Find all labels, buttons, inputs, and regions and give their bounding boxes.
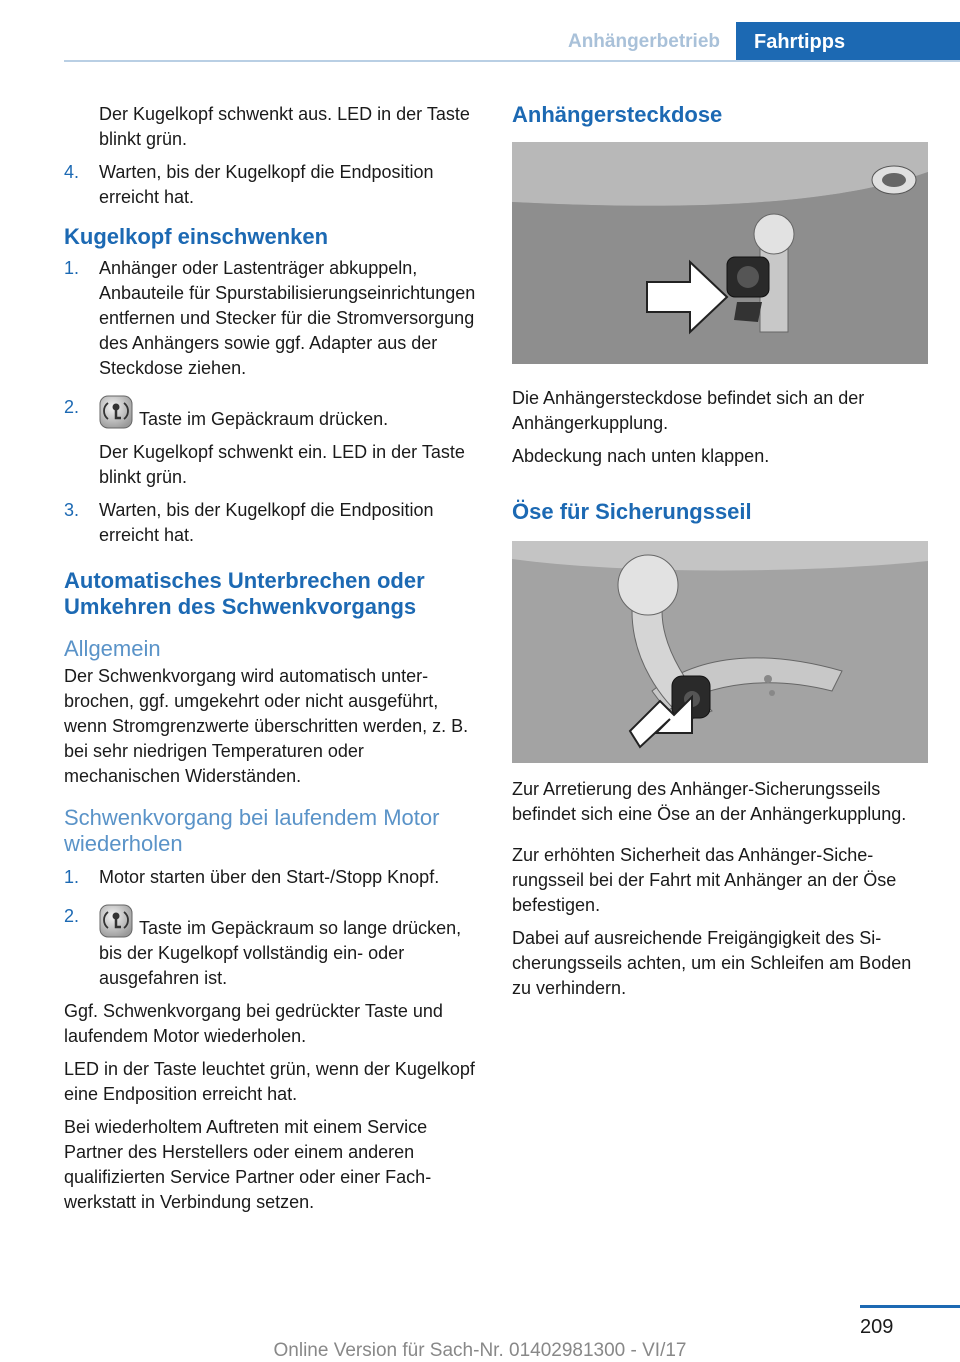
heading-anhaengersteckdose: Anhängersteckdose [512, 102, 723, 127]
list-item [64, 160, 476, 210]
paragraph: Zur Arretierung des Anhänger-Sicherungsseils befindet sich eine Öse an der Anhängerkupplung. [512, 779, 907, 824]
list-item [64, 498, 476, 548]
chapter-tab: Fahrtipps [736, 22, 960, 62]
step-number: 2. [64, 397, 80, 417]
header-rule [64, 60, 960, 62]
right-column [512, 102, 928, 1009]
list-item [64, 256, 476, 381]
step-text: Warten, bis der Kugelkopf die Endposition erreicht hat. [99, 162, 434, 207]
page-number: 209 [860, 1316, 894, 1338]
trailer-socket-illustration [512, 142, 928, 364]
list-item [64, 904, 476, 991]
step-number: 4. [64, 162, 80, 182]
step-text: Motor starten über den Start-/Stopp Knopf. [99, 867, 440, 887]
paragraph: Zur erhöhten Sicherheit das Anhänger-Sicherungsseil bei der Fahrt mit Anhänger an der Öse befestigen. [512, 845, 897, 915]
trailer-hitch-button-icon [99, 395, 133, 429]
paragraph: LED in der Taste leuchtet grün, wenn der Kugelkopf eine Endposition erreicht hat. [64, 1059, 475, 1104]
step-text: Taste im Gepäckraum so lange drücken, bis der Kugelkopf vollständig ein- oder ausgefahren ist. [99, 918, 462, 988]
paragraph: Abdeckung nach unten klappen. [512, 446, 770, 466]
step-text: Warten, bis der Kugelkopf die Endposition erreicht hat. [99, 500, 434, 545]
list-item [64, 395, 476, 490]
section-tab: Anhängerbetrieb [567, 31, 720, 52]
step-number: 2. [64, 906, 80, 926]
heading-wiederholen: Schwenkvorgang bei laufendem Motor wiederholen [64, 805, 440, 856]
paragraph: Die Anhängersteckdose befindet sich an der Anhängerkupplung. [512, 388, 865, 433]
left-column [64, 102, 476, 1223]
online-version-footer: Online Version für Sach-Nr. 01402981300 - VI/17 [273, 1340, 687, 1361]
page-header [0, 0, 960, 62]
paragraph: Dabei auf ausreichende Freigängigkeit des Sicherungsseils achten, um ein Schleifen am Boden zu verhindern. [512, 928, 912, 998]
step-number: 3. [64, 500, 80, 520]
paragraph: Bei wiederholtem Auftreten mit einem Service Partner des Herstellers oder einem anderen qualifizierten Service Partner oder einer Fachwerkstatt in Verbindung setzen. [64, 1117, 432, 1212]
trailer-hitch-button-icon [99, 904, 133, 938]
step-text: Anhänger oder Lastenträger abkuppeln, Anbauteile für Spurstabilisierungseinrichtungen entfernen und Stecker für die Stromversorgung des Anhängers sowie ggf. Adapter aus der Steckdose ziehen. [99, 258, 476, 378]
step-number: 1. [64, 867, 80, 887]
page-number-rule [860, 1305, 960, 1308]
paragraph: Der Schwenkvorgang wird automatisch unterbrochen, ggf. umgekehrt oder nicht ausgeführt, wenn Stromgrenzwerte überschritten werden, z. B. bei sehr niedrigen Temperaturen oder mechanischen Widerständen. [64, 666, 469, 786]
heading-automatisch: Automatisches Unterbrechen oder Umkehren des Schwenkvorgangs [64, 568, 425, 619]
heading-oese: Öse für Sicherungsseil [512, 499, 752, 524]
list-item [64, 865, 476, 890]
step-number: 1. [64, 258, 80, 278]
step-text: Taste im Gepäckraum drücken. [139, 409, 389, 429]
safety-rope-eye-illustration [512, 541, 928, 763]
heading-allgemein: Allgemein [64, 636, 161, 661]
heading-einschwenken: Kugelkopf einschwenken [64, 224, 329, 249]
paragraph: Ggf. Schwenkvorgang bei gedrückter Taste und laufendem Motor wiederholen. [64, 1001, 443, 1046]
step-result: Der Kugelkopf schwenkt ein. LED in der Taste blinkt grün. [99, 442, 465, 487]
step-continuation: Der Kugelkopf schwenkt aus. LED in der Taste blinkt grün. [99, 104, 470, 149]
